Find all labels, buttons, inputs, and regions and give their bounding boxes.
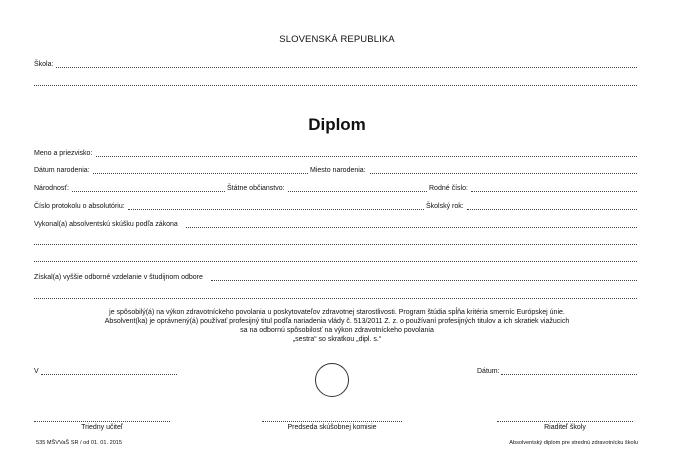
exam-line[interactable] [186,227,637,228]
name-label: Meno a priezvisko: [34,150,93,157]
school-label: Škola: [34,61,54,68]
date-label: Dátum: [477,368,500,375]
director-signature-label: Riaditeľ školy [544,424,586,431]
document-title: Diplom [308,115,366,134]
school-year-line[interactable] [467,209,637,210]
protocol-number-label: Číslo protokolu o absolutóriu: [34,203,125,210]
teacher-signature-label: Triedny učiteľ [81,424,123,431]
footer-left: 535 MŠVVaŠ SR / od 01. 01. 2015 [36,440,123,446]
chair-signature-line[interactable] [262,421,402,422]
statement-line-2: Absolvent(ka) je oprávnený(á) používať profesijný titul podľa nariadenia vlády č. 513/2011 Z. z. o používaní profesijných titulov a ich skratiek viažucich [104,318,570,325]
statement-line-3: sa na odbornú spôsobilosť na výkon zdravotníckeho povolania [240,327,434,334]
birth-date-line[interactable] [93,173,308,174]
nationality-line[interactable] [72,191,225,192]
school-line[interactable] [56,67,637,68]
exam-line-3[interactable] [34,261,637,262]
education-label: Získal(a) vyššie odborné vzdelanie v študijnom odbore [34,274,203,281]
seal-circle [315,363,349,397]
place-label: V [34,368,39,375]
exam-line-2[interactable] [34,244,637,245]
name-line[interactable] [96,156,637,157]
school-year-label: Školský rok: [426,203,464,210]
date-line[interactable] [501,374,637,375]
exam-label: Vykonal(a) absolventskú skúšku podľa zákona [34,221,178,228]
teacher-signature-line[interactable] [34,421,170,422]
birth-number-label: Rodné číslo: [429,185,468,192]
director-signature-line[interactable] [497,421,633,422]
nationality-label: Národnosť: [34,185,69,192]
birth-date-label: Dátum narodenia: [34,167,90,174]
country-title: SLOVENSKÁ REPUBLIKA [279,34,395,45]
citizenship-label: Štátne občianstvo: [227,185,285,192]
footer-right: Absolventský diplom pre strednú zdravotnícku školu [509,440,638,446]
school-line-2[interactable] [34,85,637,86]
birth-place-label: Miesto narodenia: [310,167,366,174]
protocol-number-line[interactable] [128,209,424,210]
chair-signature-label: Predseda skúšobnej komisie [287,424,377,431]
birth-place-line[interactable] [370,173,637,174]
citizenship-line[interactable] [288,191,427,192]
statement-line-1: je spôsobilý(á) na výkon zdravotníckeho povolania u poskytovateľov zdravotnej starostlivosti. Program štúdia spĺňa kritéria smerníc Európskej únie. [109,309,565,316]
statement-line-4: „sestra“ so skratkou „dipl. s.“ [292,336,382,343]
birth-number-line[interactable] [471,191,637,192]
education-line[interactable] [211,280,637,281]
education-line-2[interactable] [34,298,637,299]
place-line[interactable] [41,374,177,375]
